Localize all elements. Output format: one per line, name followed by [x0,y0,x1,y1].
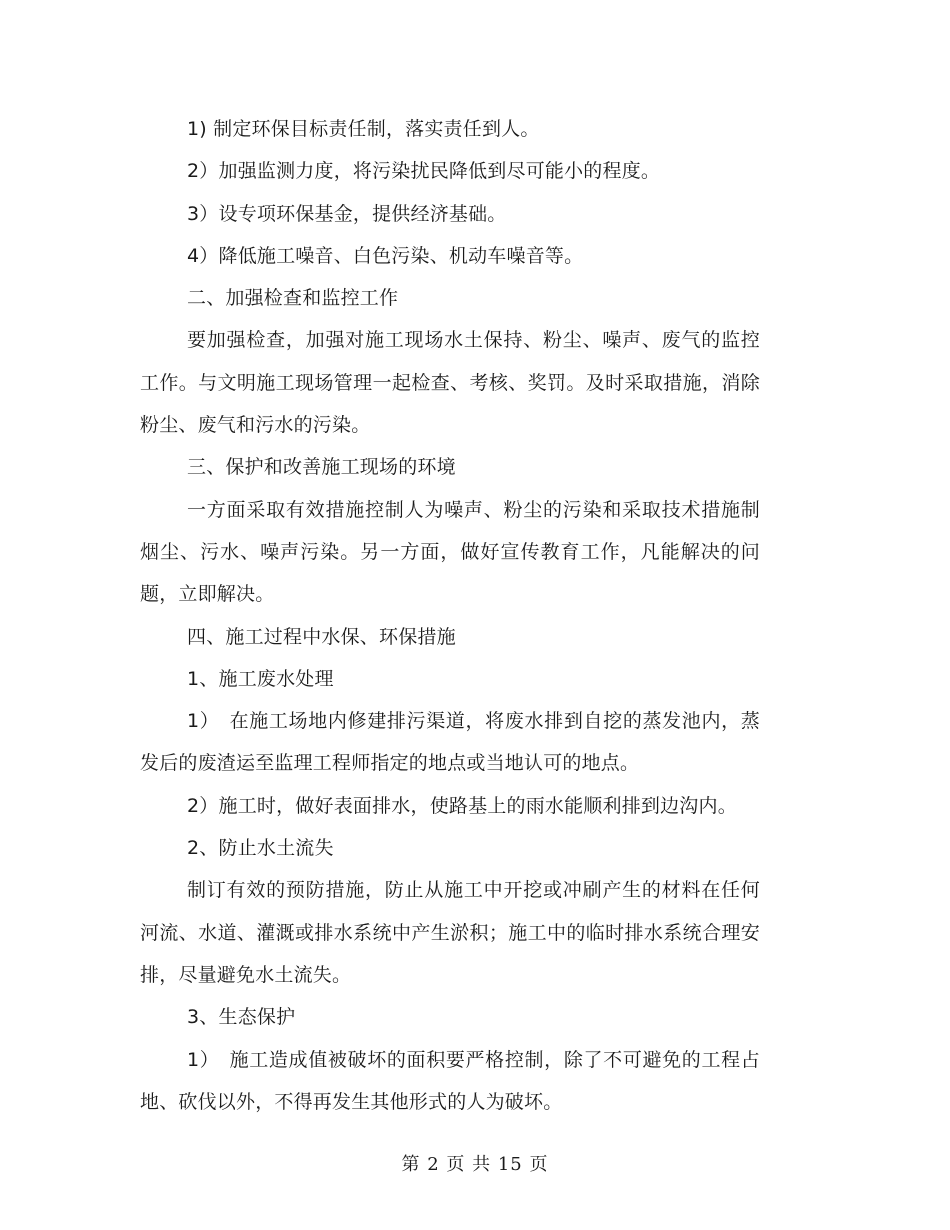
paragraph-4: 4）降低施工噪音、白色污染、机动车噪音等。 [187,244,584,267]
paragraph-11: 1） 在施工场地内修建排污渠道，将废水排到自挖的蒸发池内，蒸发后的废渣运至监理工程师指定的地点或当地认可的地点。 [140,710,760,775]
subsection-heading-2: 2、防止水土流失 [187,837,334,860]
subsection-heading-1: 1、施工废水处理 [187,667,334,690]
section-heading-2: 二、加强检查和监控工作 [187,287,399,310]
section-heading-3: 三、保护和改善施工现场的环境 [187,456,456,479]
document-body [140,108,760,1123]
paragraph-2: 2）加强监测力度，将污染扰民降低到尽可能小的程度。 [187,160,661,183]
paragraph-1: 1) 制定环保目标责任制，落实责任到人。 [187,118,540,140]
section-heading-4: 四、施工过程中水保、环保措施 [187,625,456,648]
paragraph-14: 制订有效的预防措施，防止从施工中开挖或冲刷产生的材料在任何河流、水道、灌溉或排水系统中产生淤积；施工中的临时排水系统合理安排，尽量避免水土流失。 [140,879,760,986]
paragraph-3: 3）设专项环保基金，提供经济基础。 [187,202,507,225]
subsection-heading-3: 3、生态保护 [187,1006,296,1029]
paragraph-6: 要加强检查，加强对施工现场水土保持、粉尘、噪声、废气的监控工作。与文明施工现场管理一起检查、考核、奖罚。及时采取措施，消除粉尘、废气和污水的污染。 [140,329,760,437]
paragraph-12: 2）施工时，做好表面排水，使路基上的雨水能顺利排到边沟内。 [187,794,737,817]
paragraph-8: 一方面采取有效措施控制人为噪声、粉尘的污染和采取技术措施制烟尘、污水、噪声污染。另一方面，做好宣传教育工作，凡能解决的问题，立即解决。 [140,498,760,606]
paragraph-16: 1） 施工造成值被破坏的面积要严格控制，除了不可避免的工程占地、砍伐以外，不得再发生其他形式的人为破坏。 [140,1048,760,1113]
page-number-footer: 第 2 页 共 15 页 [401,1154,549,1175]
